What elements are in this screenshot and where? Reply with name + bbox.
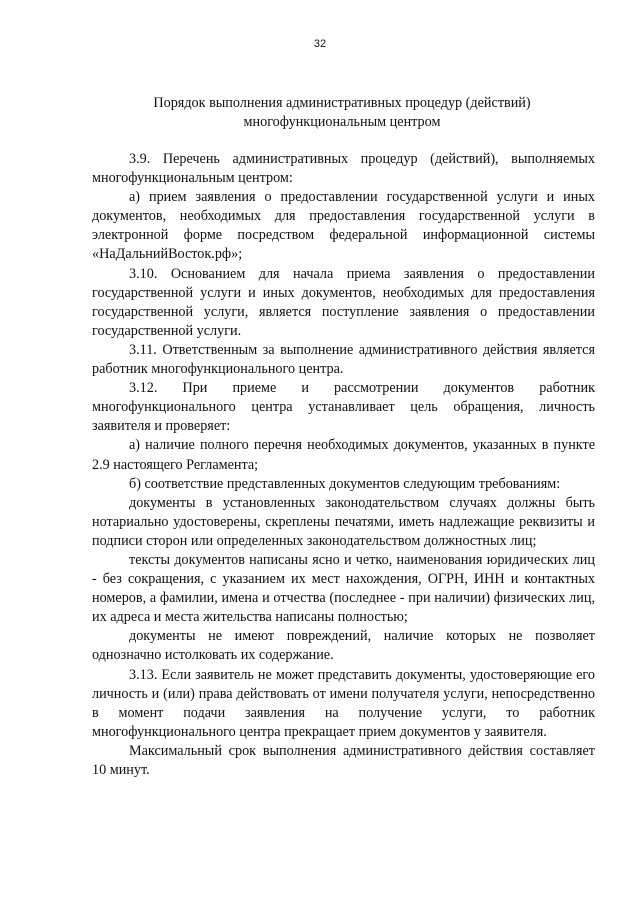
paragraph-3-12: 3.12. При приеме и рассмотрении документов работник многофункционального центра устанавливает цель обращения, личность заявителя и проверяет: <box>92 380 595 435</box>
paragraph-3-12-a: а) наличие полного перечня необходимых документов, указанных в пункте 2.9 настоящего Регламента; <box>92 437 595 473</box>
paragraph-requirement-undamaged: документы не имеют повреждений, наличие которых не позволяет однозначно истолковать их содержание. <box>92 628 595 664</box>
section-heading-line-2: многофункциональным центром <box>243 114 441 130</box>
paragraph-3-12-b: б) соответствие представленных документов следующим требованиям: <box>129 475 561 492</box>
section-heading-line-1: Порядок выполнения административных процедур (действий) <box>153 95 531 111</box>
section-heading <box>92 94 592 132</box>
paragraph-3-9: 3.9. Перечень административных процедур (действий), выполняемых многофункциональным центром: <box>92 151 595 187</box>
paragraph-3-9-a: а) прием заявления о предоставлении государственной услуги и иных документов, необходимых для предоставления государственной услуги в электронной форме посредством федеральной информационной системы «НаДальнийВосток.рф»; <box>92 189 595 263</box>
paragraph-requirement-notarized: документы в установленных законодательством случаях должны быть нотариально удостоверены, скреплены печатями, иметь надлежащие реквизиты и подписи сторон или определенных законодательством должностных лиц; <box>92 494 595 549</box>
page-number: 32 <box>313 38 327 50</box>
paragraph-3-10: 3.10. Основанием для начала приема заявления о предоставлении государственной услуги и иных документов, необходимых для предоставления государственной услуги, является поступление заявления о предоставлении государственной услуги. <box>92 265 595 339</box>
document-body <box>92 150 595 780</box>
paragraph-max-time: Максимальный срок выполнения административного действия составляет 10 минут. <box>92 742 595 778</box>
paragraph-requirement-legible: тексты документов написаны ясно и четко, наименования юридических лиц - без сокращения, с указанием их мест нахождения, ОГРН, ИНН и контактных номеров, а фамилии, имена и отчества (последнее - при наличии) физических лиц, их адреса и места жительства написаны полностью; <box>92 551 595 626</box>
paragraph-3-13: 3.13. Если заявитель не может представить документы, удостоверяющие его личность и (или) права действовать от имени получателя услуги, непосредственно в момент подачи заявления на получение услуги, то работник многофункционального центра прекращает прием документов у заявителя. <box>92 666 595 740</box>
paragraph-3-11: 3.11. Ответственным за выполнение административного действия является работник многофункционального центра. <box>92 341 595 378</box>
